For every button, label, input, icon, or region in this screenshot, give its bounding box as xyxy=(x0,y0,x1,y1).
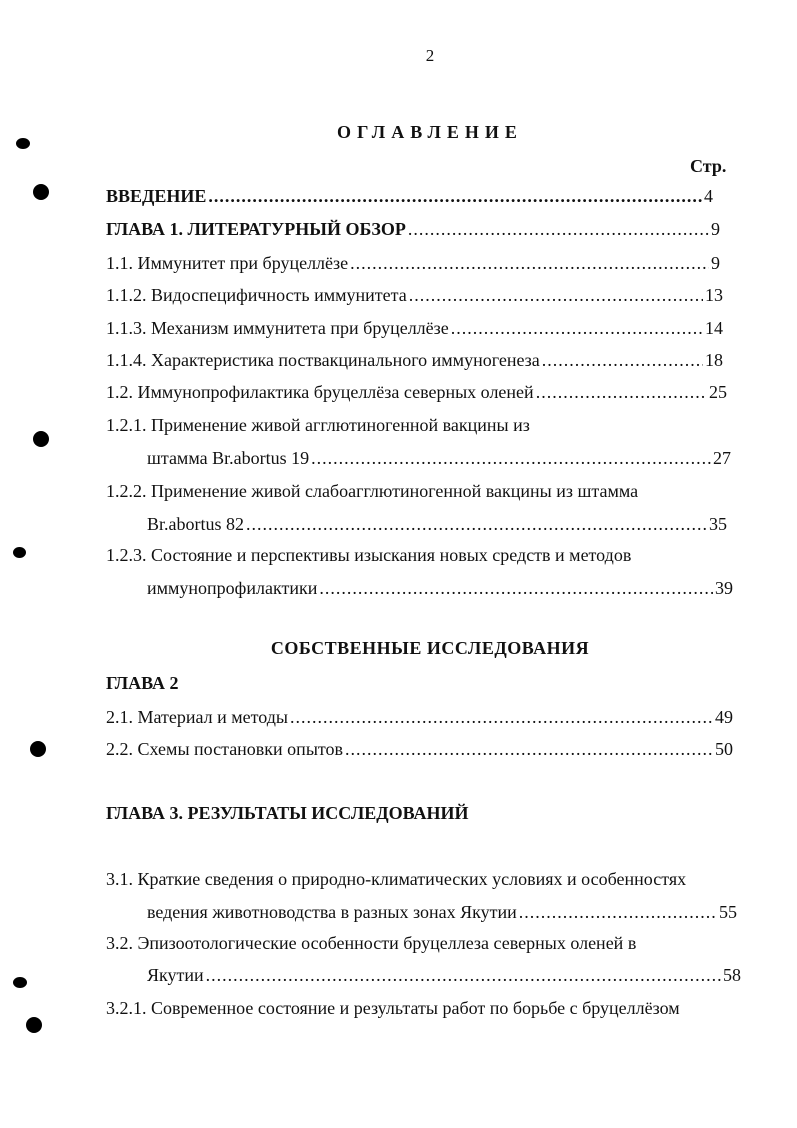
toc-entry-1-1-4 xyxy=(106,348,723,372)
toc-entry-1-2 xyxy=(106,380,727,404)
toc-leader xyxy=(345,737,713,761)
toc-page: 14 xyxy=(705,318,723,338)
chapter-2-heading: ГЛАВА 2 xyxy=(106,673,179,693)
toc-leader xyxy=(536,380,707,404)
toc-entry-text: 1.1.4. Характеристика поствакцинального иммуногенеза xyxy=(106,350,540,370)
toc-leader xyxy=(246,512,707,536)
toc-page: 39 xyxy=(715,578,733,598)
toc-page: 18 xyxy=(705,350,723,370)
toc-page: 58 xyxy=(723,965,741,985)
toc-entry-1-2-3-line1: 1.2.3. Состояние и перспективы изыскания новых средств и методов xyxy=(106,545,632,565)
toc-entry-3-2-line1: 3.2. Эпизоотологические особенности бруцеллеза северных оленей в xyxy=(106,933,637,953)
toc-page: 9 xyxy=(711,253,720,273)
toc-leader xyxy=(206,963,721,987)
toc-entry-chapter-1 xyxy=(106,217,720,241)
toc-page: 4 xyxy=(704,186,713,206)
toc-leader xyxy=(350,251,709,275)
toc-page: 49 xyxy=(715,707,733,727)
toc-leader xyxy=(519,900,717,924)
toc-entry-text: штамма Br.abortus 19 xyxy=(147,448,310,468)
section-heading-own-research: СОБСТВЕННЫЕ ИССЛЕДОВАНИЯ xyxy=(270,638,590,658)
toc-entry-1-2-3-line2 xyxy=(147,576,733,600)
toc-page: 55 xyxy=(719,902,737,922)
toc-page: 25 xyxy=(709,382,727,402)
toc-entry-text: ведения животноводства в разных зонах Якутии xyxy=(147,902,517,922)
toc-leader xyxy=(542,348,703,372)
scan-hole-mark xyxy=(13,977,27,988)
toc-entry-3-1-line1: 3.1. Краткие сведения о природно-климатических условиях и особенностях xyxy=(106,869,687,889)
toc-entry-1-1-2 xyxy=(106,283,723,307)
toc-page: 50 xyxy=(715,739,733,759)
toc-leader xyxy=(451,316,703,340)
scan-hole-mark xyxy=(16,138,30,149)
toc-page: 35 xyxy=(709,514,727,534)
chapter-3-heading: ГЛАВА 3. РЕЗУЛЬТАТЫ ИССЛЕДОВАНИЙ xyxy=(106,803,469,823)
toc-entry-3-1-line2 xyxy=(147,900,737,924)
scan-hole-mark xyxy=(30,741,46,757)
toc-entry-3-2-line2 xyxy=(147,963,741,987)
toc-entry-1-2-1-line1: 1.2.1. Применение живой агглютиногенной вакцины из xyxy=(106,415,530,435)
page-number: 2 xyxy=(425,46,435,65)
scan-hole-mark xyxy=(33,431,49,447)
toc-entry-text: 2.2. Схемы постановки опытов xyxy=(106,739,344,759)
toc-entry-text: Br.abortus 82 xyxy=(147,514,244,534)
toc-entry-2-1 xyxy=(106,705,733,729)
toc-entry-text: 1.2. Иммунопрофилактика бруцеллёза северных оленей xyxy=(106,382,534,402)
toc-leader xyxy=(319,576,713,600)
toc-entry-1-2-2-line2 xyxy=(147,512,727,536)
toc-entry-text: Якутии xyxy=(147,965,204,985)
toc-entry-text: ВВЕДЕНИЕ xyxy=(106,186,207,206)
scan-hole-mark xyxy=(13,547,26,558)
toc-entry-intro xyxy=(106,184,713,208)
scan-hole-mark xyxy=(33,184,49,200)
toc-entry-text: 2.1. Материал и методы xyxy=(106,707,289,727)
toc-leader xyxy=(290,705,713,729)
toc-page: 27 xyxy=(713,448,731,468)
toc-leader xyxy=(408,217,709,241)
toc-page: 9 xyxy=(711,219,720,239)
toc-entry-2-2 xyxy=(106,737,733,761)
toc-leader xyxy=(208,184,702,208)
toc-leader xyxy=(311,446,711,470)
page-title: ОГЛАВЛЕНИЕ xyxy=(337,122,523,142)
page-column-label: Стр. xyxy=(690,156,727,176)
toc-entry-1-2-1-line2 xyxy=(147,446,731,470)
toc-entry-text: ГЛАВА 1. ЛИТЕРАТУРНЫЙ ОБЗОР xyxy=(106,219,406,239)
toc-entry-text: 1.1. Иммунитет при бруцеллёзе xyxy=(106,253,349,273)
toc-entry-1-2-2-line1: 1.2.2. Применение живой слабоагглютиногенной вакцины из штамма xyxy=(106,481,639,501)
toc-leader xyxy=(409,283,703,307)
toc-entry-text: иммунопрофилактики xyxy=(147,578,318,598)
toc-entry-1-1 xyxy=(106,251,720,275)
toc-page: 13 xyxy=(705,285,723,305)
toc-entry-1-1-3 xyxy=(106,316,723,340)
toc-entry-text: 1.1.3. Механизм иммунитета при бруцеллёзе xyxy=(106,318,449,338)
toc-entry-3-2-1-line1: 3.2.1. Современное состояние и результаты работ по борьбе с бруцеллёзом xyxy=(106,998,680,1018)
toc-entry-text: 1.1.2. Видоспецифичность иммунитета xyxy=(106,285,407,305)
scan-hole-mark xyxy=(26,1017,42,1033)
